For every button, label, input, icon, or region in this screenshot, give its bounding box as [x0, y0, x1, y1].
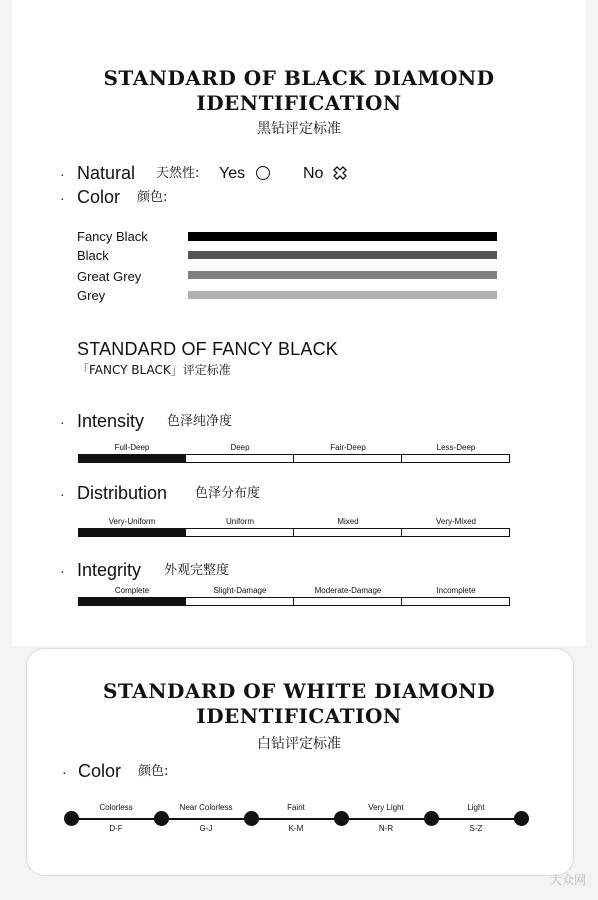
color-label: Color	[77, 187, 121, 207]
integrity-bullet: ·	[60, 563, 65, 579]
black-subtitle: 黑钻评定标准	[257, 121, 341, 137]
distribution-level-label: Uniform	[225, 517, 254, 526]
intensity-level-label: Full-Deep	[114, 443, 150, 452]
natural-no-label: No	[303, 165, 324, 182]
distribution-label: Distribution	[77, 483, 168, 503]
color-grade-bar	[188, 291, 497, 299]
intensity-level-cell	[78, 454, 186, 463]
integrity-level-label: Slight-Damage	[213, 586, 267, 595]
integrity-label: Integrity	[77, 560, 142, 580]
distribution-level-cell	[78, 528, 186, 537]
natural-label: Natural	[77, 163, 136, 183]
color-grade-name: Fancy Black	[77, 229, 148, 244]
white-grade-name: Near Colorless	[179, 803, 233, 812]
color-bullet: ·	[60, 190, 65, 206]
white-grade-name: Faint	[287, 803, 305, 812]
white-subtitle: 白钻评定标准	[257, 736, 341, 752]
integrity-level-cell	[401, 597, 510, 606]
distribution-level-label: Very-Mixed	[435, 517, 476, 526]
white-grade-code: G-J	[199, 824, 213, 833]
white-grade-code: N-R	[378, 824, 394, 833]
intensity-level-cell	[401, 454, 510, 463]
integrity-level-cell	[293, 597, 402, 606]
white-grade-code: K-M	[288, 824, 304, 833]
color-grade-bar	[188, 271, 497, 279]
white-title-line2: IDENTIFICATION	[196, 704, 402, 728]
distribution-level-label: Mixed	[337, 517, 359, 526]
distribution-bullet: ·	[60, 486, 65, 502]
natural-bullet: ·	[60, 166, 65, 182]
intensity-label-cn: 色泽纯净度	[167, 414, 233, 429]
white-grade-name: Light	[467, 803, 485, 812]
color-grade-bar	[188, 251, 497, 259]
natural-yes-label: Yes	[219, 165, 246, 182]
intensity-level-label: Less-Deep	[436, 443, 476, 452]
color-grade-name: Great Grey	[77, 269, 142, 284]
white-grade-code: S-Z	[469, 824, 483, 833]
color-grade-bar	[188, 232, 497, 241]
white-grade-name: Colorless	[99, 803, 133, 812]
fancy-black-title: STANDARD OF FANCY BLACK	[77, 339, 338, 359]
natural-label-cn: 天然性:	[156, 166, 200, 181]
watermark: 大众网	[549, 873, 586, 887]
cross-icon	[331, 164, 349, 182]
black-title-line2: IDENTIFICATION	[196, 91, 402, 115]
integrity-level-cell	[185, 597, 294, 606]
distribution-level-cell	[293, 528, 402, 537]
intensity-bullet: ·	[60, 414, 65, 430]
intensity-level-cell	[185, 454, 294, 463]
integrity-level-label: Complete	[114, 586, 150, 595]
white-title-line1: STANDARD OF WHITE DIAMOND	[102, 679, 496, 703]
integrity-level-label: Incomplete	[436, 586, 476, 595]
distribution-label-cn: 色泽分布度	[195, 486, 261, 501]
intensity-level-cell	[293, 454, 402, 463]
circle-icon	[256, 166, 270, 180]
white-color-bullet: ·	[62, 764, 67, 780]
integrity-level-label: Moderate-Damage	[314, 586, 382, 595]
black-title-line1: STANDARD OF BLACK DIAMOND	[103, 66, 495, 90]
white-color-label: Color	[78, 761, 122, 781]
color-grade-name: Black	[77, 248, 109, 263]
integrity-label-cn: 外观完整度	[164, 563, 230, 578]
white-grade-name: Very Light	[368, 803, 404, 812]
color-label-cn: 颜色:	[137, 190, 168, 205]
distribution-level-cell	[401, 528, 510, 537]
intensity-level-label: Deep	[230, 443, 250, 452]
integrity-level-cell	[78, 597, 186, 606]
white-grade-line	[71, 818, 522, 820]
white-grade-code: D-F	[109, 824, 123, 833]
intensity-label: Intensity	[77, 411, 145, 431]
distribution-level-label: Very-Uniform	[108, 517, 156, 526]
color-grade-name: Grey	[77, 288, 106, 303]
white-color-label-cn: 颜色:	[138, 764, 169, 779]
distribution-level-cell	[185, 528, 294, 537]
intensity-level-label: Fair-Deep	[330, 443, 366, 452]
fancy-black-subtitle: 「FANCY BLACK」评定标准	[77, 363, 231, 377]
